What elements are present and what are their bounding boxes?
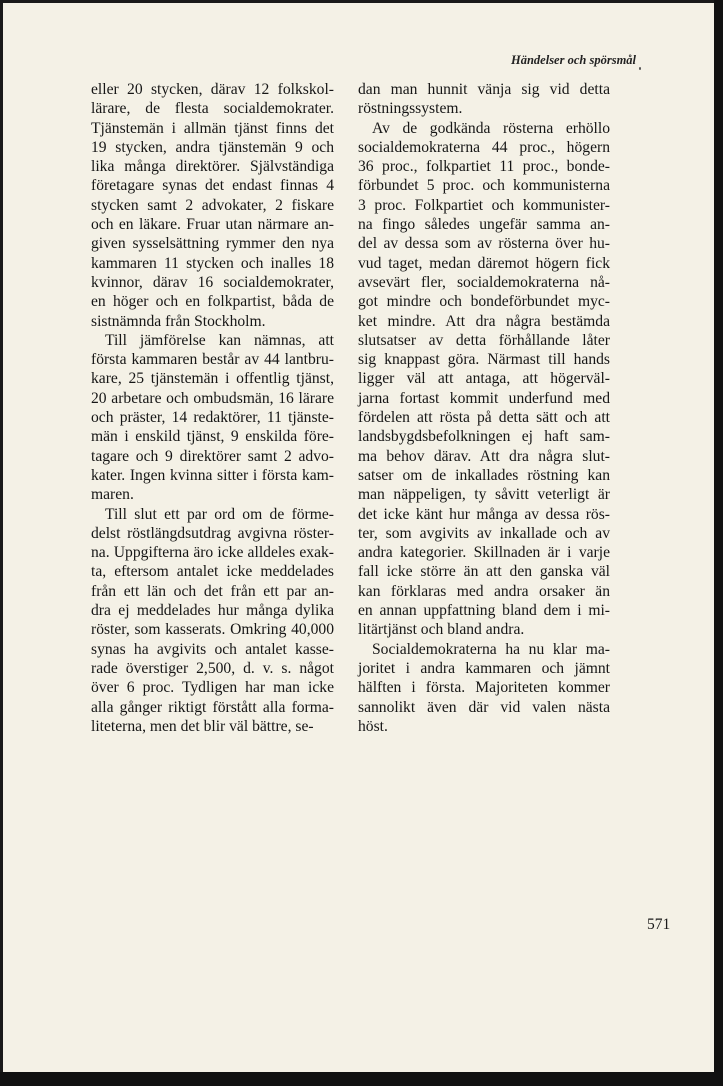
text-line: och präster, 14 redaktörer, 11 tjänste- [91, 409, 334, 427]
text-line: litärtjänst och bland andra. [358, 621, 525, 639]
text-line: dan man hunnit vänja sig vid detta [358, 81, 610, 98]
text-line: ma behov därav. Att dra några slut- [358, 447, 610, 465]
text-line: na. Uppgifterna äro icke alldeles exak- [91, 544, 334, 562]
text-line: socialdemokraterna 44 proc., högern [358, 138, 610, 156]
text-line: fall icke större än att den ganska väl [358, 563, 610, 581]
text-line: andra kategorier. Skillnaden är i varje [358, 544, 610, 562]
text-line: avsevärt fler, socialdemokraterna nå- [358, 273, 610, 291]
text-line: stycken samt 2 advokater, 2 fiskare [91, 196, 334, 214]
text-line: 19 stycken, andra tjänstemän 9 och [91, 138, 334, 156]
text-line: män i enskild tjänst, 9 enskilda före- [91, 428, 334, 446]
text-line: del av dessa som av rösterna över hu- [358, 235, 610, 253]
text-line: en höger och en folkpartist, båda de [91, 293, 334, 311]
text-line: sannolikt även där vid valen nästa [358, 698, 610, 716]
text-line: rade överstiger 2,500, d. v. s. något [91, 659, 334, 677]
text-line: given sysselsättning rymmer den nya [91, 235, 334, 253]
text-line: kater. Ingen kvinna sitter i första kam- [91, 466, 334, 484]
text-line: kan förklaras med andra orsaker än [358, 582, 610, 600]
paper-sheet [3, 3, 714, 1072]
text-line: över 6 proc. Tydligen har man icke [91, 679, 334, 697]
text-line: och en läkare. Fruar utan närmare an- [91, 216, 334, 234]
text-line: Tjänstemän i allmän tjänst finns det [91, 119, 334, 137]
text-line: röster, som kasserats. Omkring 40,000 [91, 621, 334, 639]
text-line: en annan uppfattning bland dem i mi- [358, 602, 610, 620]
text-line: landsbygdsbefolkningen ej haft sam- [358, 428, 610, 446]
text-line: första kammaren består av 44 lantbru- [91, 351, 334, 369]
right-text-column [358, 80, 610, 736]
text-line: alla gånger riktigt förstått alla forma- [91, 698, 334, 716]
text-line: dra ej meddelades hur många dylika [91, 602, 334, 620]
text-line: delst röstlängdsutdrag avgivna röster- [91, 524, 334, 542]
print-speck [639, 67, 641, 70]
text-line: man näppeligen, ty såvitt veterligt är [358, 486, 610, 504]
text-line: Till jämförelse kan nämnas, att [105, 331, 334, 349]
text-line: satser om de inkallades röstning kan [358, 466, 610, 484]
text-line: vud taget, medan däremot högern fick [358, 254, 610, 272]
text-line: ter, som avgivits av inkallade och av [358, 524, 610, 542]
text-line: Socialdemokraterna ha nu klar ma- [372, 640, 610, 658]
text-line: fördelen att rösta på detta sätt och att [358, 409, 610, 427]
text-line: lika många direktörer. Självständiga [91, 158, 334, 176]
text-line: synas ha avgivits och antalet kasse- [91, 640, 334, 658]
text-line: na fingo således ungefär samma an- [358, 216, 610, 234]
text-line: kvinnor, därav 16 socialdemokrater, [91, 273, 334, 291]
text-line: 3 proc. Folkpartiet och kommunister- [358, 196, 610, 214]
text-line: joritet i andra kammaren och jämnt [358, 659, 610, 677]
text-line: Av de godkända rösterna erhöllo [372, 119, 610, 137]
text-line: slutsatser av detta förhållande låter [358, 331, 610, 349]
text-line: förbundet 5 proc. och kommunisterna [358, 177, 610, 195]
text-line: företagare synas det endast finnas 4 [91, 177, 334, 195]
page-number: 571 [647, 916, 671, 933]
running-header: Händelser och spörsmål [511, 53, 637, 67]
text-line: 36 proc., folkpartiet 11 proc., bonde- [358, 158, 610, 176]
text-line: sig knappast göra. Närmast till hands [358, 351, 610, 369]
scan-edge-right [714, 0, 723, 1086]
text-line: 20 arbetare och ombudsmän, 16 lärare [91, 389, 334, 407]
text-line: jarna fortast kommit underfund med [358, 389, 610, 407]
text-line: got mindre och bondeförbundet myc- [358, 293, 610, 311]
text-line: maren. [91, 486, 134, 504]
text-line: ta, eftersom antalet icke meddelades [91, 563, 334, 581]
left-text-column [91, 80, 334, 736]
text-line: höst. [358, 717, 388, 735]
text-line: liteterna, men det blir väl bättre, se- [91, 717, 314, 735]
text-line: Till slut ett par ord om de förme- [105, 505, 334, 523]
text-line: hälften i första. Majoriteten kommer [358, 679, 610, 697]
text-line: ket mindre. Att dra några bestämda [358, 312, 610, 330]
text-line: tagare och 9 direktörer samt 2 advo- [91, 447, 334, 465]
text-line: kare, 25 tjänstemän i offentlig tjänst, [91, 370, 334, 388]
text-line: från ett län och det från ett par an- [91, 582, 334, 600]
text-line: kammaren 11 stycken och inalles 18 [91, 254, 334, 272]
text-line: sistnämnda från Stockholm. [91, 312, 266, 330]
text-line: lärare, de flesta socialdemokrater. [91, 100, 334, 118]
text-line: röstningssystem. [358, 100, 463, 118]
text-line: ligger väl att antaga, att högerväl- [358, 370, 610, 388]
text-line: det icke känt hur många av dessa rös- [358, 505, 610, 523]
scan-edge-bottom [0, 1072, 723, 1086]
text-line: eller 20 stycken, därav 12 folkskol- [91, 81, 334, 98]
